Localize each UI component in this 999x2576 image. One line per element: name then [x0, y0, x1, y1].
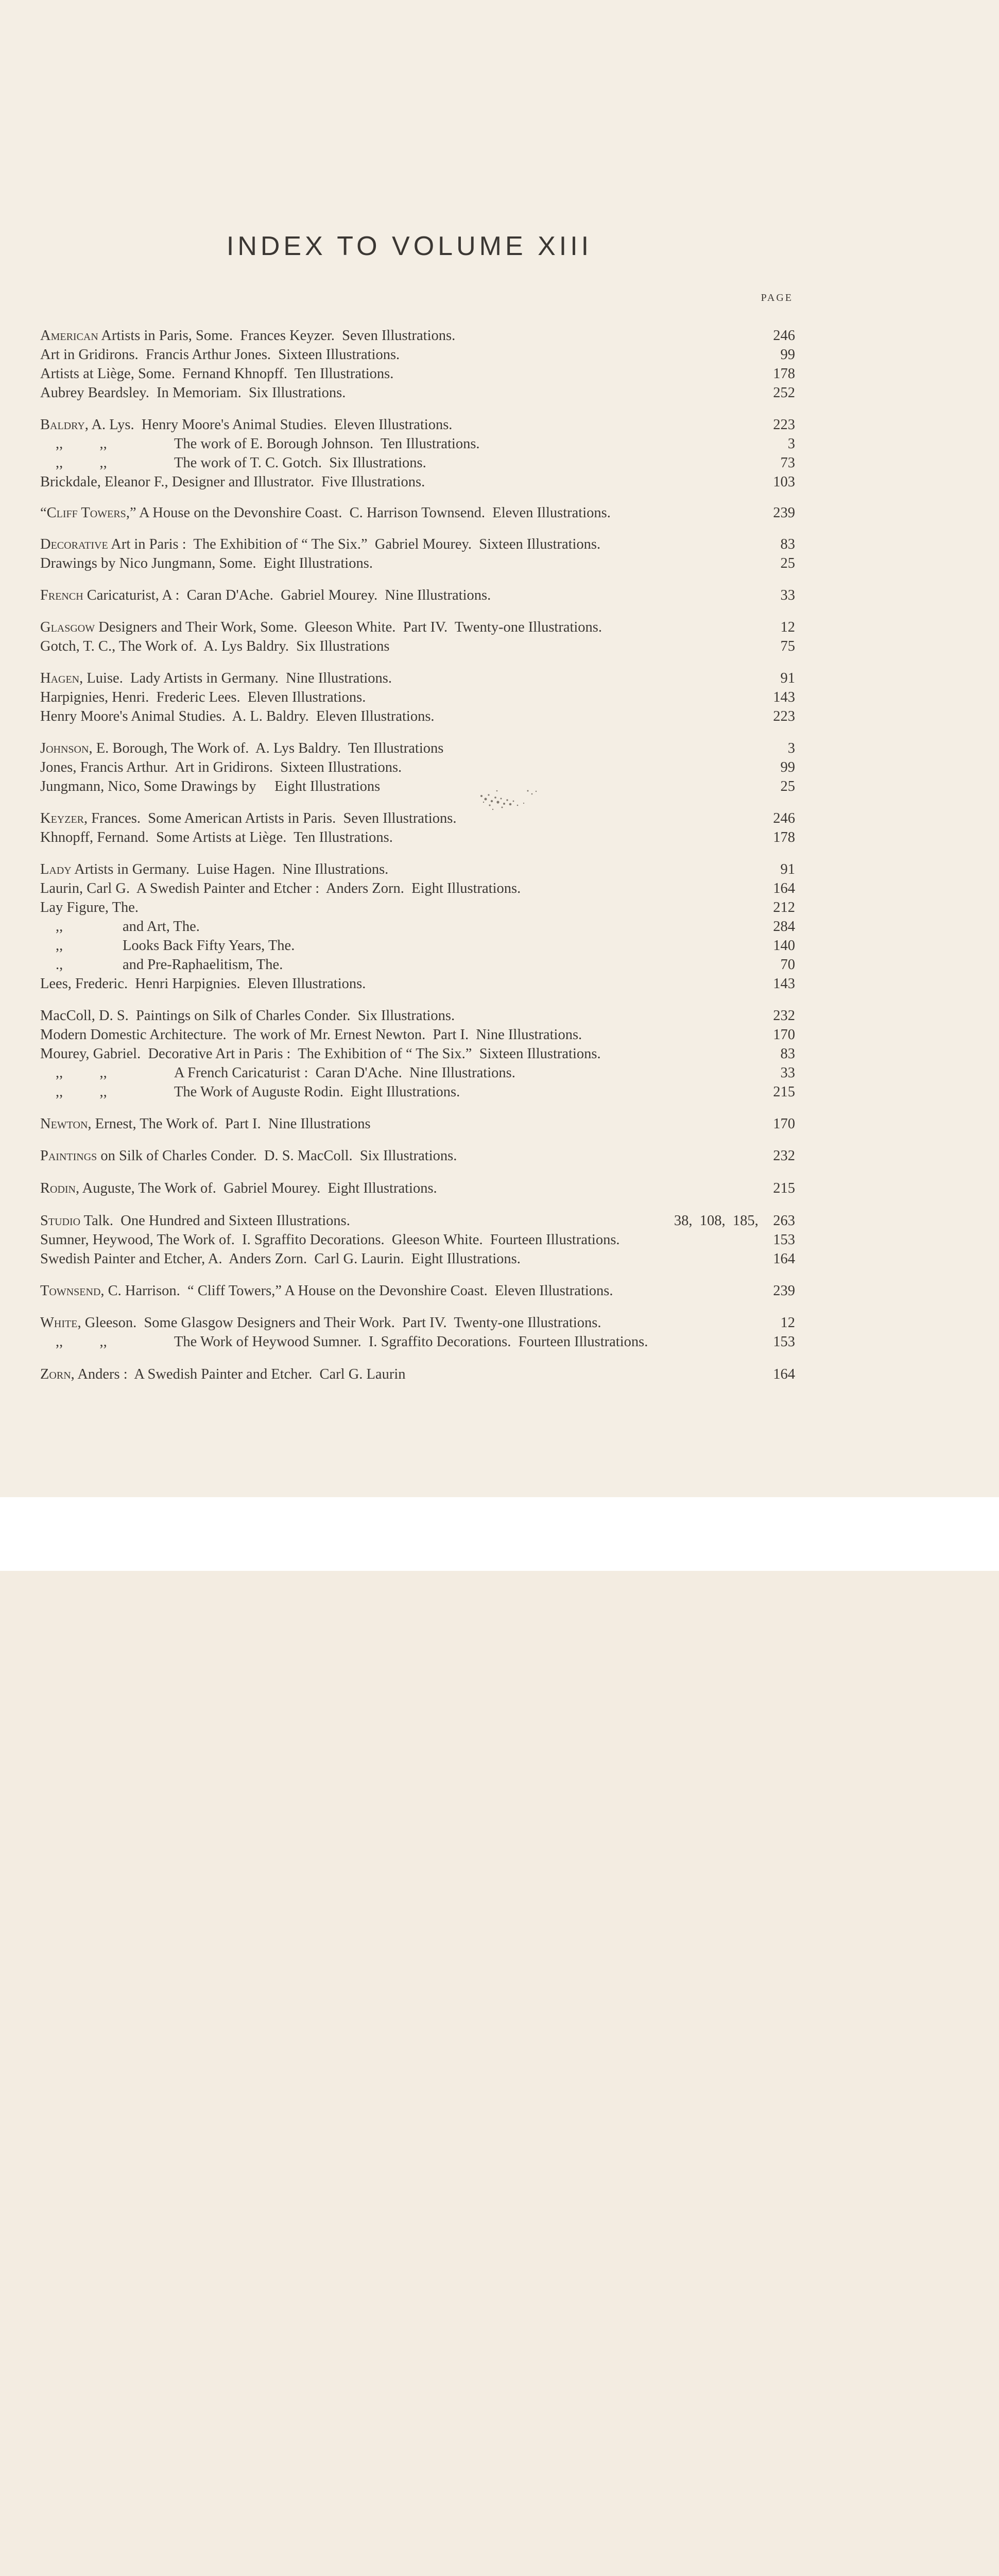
- entry-text: [40, 859, 388, 880]
- entry-page-number: 12: [780, 1315, 795, 1331]
- entry-page-number: 99: [780, 347, 795, 363]
- entry-page-number: 73: [780, 455, 795, 471]
- index-entry: [40, 1114, 795, 1134]
- entry-title: , C. Harrison. “ Cliff Towers,” A House on the Devonshire Coast. Eleven Illustrations.: [100, 1283, 613, 1299]
- entry-text: [40, 1230, 620, 1250]
- entry-title: ,” A House on the Devonshire Coast. C. Harrison Townsend. Eleven Illustrations.: [126, 505, 611, 521]
- entry-text: [40, 383, 346, 403]
- entry-text: [40, 936, 295, 956]
- entry-lead: Keyzer: [40, 810, 84, 826]
- entry-lead: Decorative: [40, 536, 108, 552]
- index-entry: [40, 617, 795, 638]
- index-entry: [40, 917, 795, 937]
- index-entry: [40, 757, 795, 778]
- entry-lead: Hagen: [40, 670, 80, 686]
- entry-page-number: 91: [780, 670, 795, 686]
- entry-text: [40, 534, 600, 555]
- entry-title: Harpignies, Henri. Frederic Lees. Eleven Illustrations.: [40, 689, 366, 705]
- index-entry: [40, 1178, 795, 1199]
- entry-page-number: 232: [773, 1008, 795, 1024]
- index-entry: [40, 434, 795, 454]
- ditto-mark: ,,: [56, 938, 63, 954]
- index-entry: [40, 585, 795, 606]
- entry-page-number: 223: [773, 417, 795, 433]
- entry-page-number: 103: [773, 474, 795, 490]
- entry-page-number: 239: [773, 1283, 795, 1299]
- entry-page-number: 170: [773, 1027, 795, 1043]
- entry-page-number: 12: [780, 619, 795, 635]
- entry-title: The Work of Auguste Rodin. Eight Illustrations.: [174, 1084, 460, 1100]
- entry-page-number: 3: [787, 740, 795, 756]
- entry-text: [40, 1082, 460, 1103]
- index-entry: [40, 668, 795, 689]
- entry-text: [40, 687, 366, 708]
- entry-lead: Newton: [40, 1116, 88, 1132]
- entry-title: Jungmann, Nico, Some Drawings by Eight Illustrations: [40, 778, 381, 794]
- entry-lead: Studio: [40, 1213, 81, 1229]
- entry-lead: Lady: [40, 861, 72, 877]
- entry-page-number: 83: [780, 1046, 795, 1062]
- index-entry: [40, 503, 795, 523]
- index-entry: [40, 326, 795, 346]
- entry-lead: Baldry: [40, 417, 85, 433]
- entry-text: [40, 453, 426, 473]
- entry-title: MacColl, D. S. Paintings on Silk of Charles Conder. Six Illustrations.: [40, 1008, 455, 1024]
- entry-text: [40, 585, 491, 606]
- entry-title: Mourey, Gabriel. Decorative Art in Paris : The Exhibition of “ The Six.” Sixteen Illustrations.: [40, 1046, 601, 1062]
- entry-text: [40, 1249, 521, 1269]
- index-entry: [40, 827, 795, 848]
- index-entry: [40, 974, 795, 994]
- entry-page-number: 3: [787, 436, 795, 452]
- ditto-mark: .,: [56, 957, 63, 973]
- entry-title: Artists at Liège, Some. Fernand Khnopff. Ten Illustrations.: [40, 366, 394, 382]
- entry-text: [40, 503, 611, 523]
- index-entry: [40, 1146, 795, 1166]
- entry-text: [40, 974, 366, 994]
- entry-text: [40, 1364, 406, 1385]
- entry-title: Caricaturist, A : Caran D'Ache. Gabriel Mourey. Nine Illustrations.: [83, 587, 491, 603]
- ditto-mark: ,, ,,: [56, 1084, 107, 1100]
- index-entry: [40, 1332, 795, 1352]
- index-entry: [40, 534, 795, 555]
- entry-page-number: 284: [773, 919, 795, 935]
- index-entry: [40, 687, 795, 708]
- entry-text: [40, 955, 283, 975]
- entry-title: , Frances. Some American Artists in Paris. Seven Illustrations.: [84, 810, 457, 826]
- entry-page-number: 170: [773, 1116, 795, 1132]
- entry-text: [40, 415, 452, 435]
- entry-title: Looks Back Fifty Years, The.: [123, 938, 295, 954]
- entry-title: , E. Borough, The Work of. A. Lys Baldry. Ten Illustrations: [89, 740, 444, 756]
- index-entry: [40, 897, 795, 918]
- entry-title: Art in Paris : The Exhibition of “ The Six.” Gabriel Mourey. Sixteen Illustrations.: [108, 536, 601, 552]
- entry-text: [40, 808, 457, 829]
- entry-page-number: 212: [773, 900, 795, 916]
- entry-lead: Paintings: [40, 1148, 97, 1164]
- index-entry: [40, 1211, 795, 1231]
- entry-title: Artists in Paris, Some. Frances Keyzer. Seven Illustrations.: [98, 328, 456, 344]
- entry-text: [40, 917, 200, 937]
- entry-title: The work of E. Borough Johnson. Ten Illustrations.: [174, 436, 480, 452]
- index-entry: [40, 1313, 795, 1333]
- entry-lead: “Cliff Towers: [40, 505, 126, 521]
- ditto-mark: ,,: [56, 919, 63, 935]
- entry-title: Designers and Their Work, Some. Gleeson White. Part IV. Twenty-one Illustrations.: [95, 619, 602, 635]
- entry-text: [40, 1146, 457, 1166]
- entry-text: [40, 878, 521, 899]
- ditto-mark: ,, ,,: [56, 436, 107, 452]
- ditto-mark: ,, ,,: [56, 455, 107, 471]
- entry-lead: Zorn: [40, 1366, 71, 1382]
- entry-title: Brickdale, Eleanor F., Designer and Illustrator. Five Illustrations.: [40, 474, 425, 490]
- index-entry: [40, 738, 795, 759]
- index-entry: [40, 878, 795, 899]
- entry-text: [40, 345, 400, 365]
- entry-text: [40, 364, 393, 384]
- entry-text: [40, 1044, 601, 1064]
- index-entry: [40, 1044, 795, 1064]
- index-entry: [40, 936, 795, 956]
- entry-lead: Townsend: [40, 1283, 101, 1299]
- entry-text: [40, 617, 602, 638]
- entry-text: [40, 1114, 371, 1134]
- entry-title: Lees, Frederic. Henri Harpignies. Eleven Illustrations.: [40, 976, 366, 992]
- entry-title: , A. Lys. Henry Moore's Animal Studies. Eleven Illustrations.: [84, 417, 453, 433]
- entry-page-number: 91: [780, 861, 795, 877]
- entry-page-number: 25: [780, 555, 795, 571]
- entry-lead: French: [40, 587, 83, 603]
- entry-page-number: 252: [773, 385, 795, 401]
- entry-text: [40, 668, 392, 689]
- entry-page-number: 223: [773, 708, 795, 724]
- index-entry: [40, 955, 795, 975]
- entry-lead: Glasgow: [40, 619, 95, 635]
- entry-title: A French Caricaturist : Caran D'Ache. Nine Illustrations.: [174, 1065, 515, 1081]
- entry-title: and Art, The.: [123, 919, 200, 935]
- entry-text: [40, 827, 393, 848]
- entry-text: [40, 738, 443, 759]
- entry-title: The work of T. C. Gotch. Six Illustrations.: [174, 455, 426, 471]
- entry-page-number: 143: [773, 689, 795, 705]
- entry-title: Jones, Francis Arthur. Art in Gridirons. Sixteen Illustrations.: [40, 759, 402, 775]
- entry-page-number: 75: [780, 638, 795, 654]
- entry-title: The Work of Heywood Sumner. I. Sgraffito Decorations. Fourteen Illustrations.: [174, 1334, 648, 1350]
- entry-page-number: 215: [773, 1084, 795, 1100]
- entry-title: , Luise. Lady Artists in Germany. Nine Illustrations.: [79, 670, 392, 686]
- index-entry: [40, 1082, 795, 1103]
- entry-text: [40, 1063, 515, 1083]
- entry-page-number: 99: [780, 759, 795, 775]
- index-entry: [40, 1006, 795, 1026]
- entry-page-number: 140: [773, 938, 795, 954]
- entry-page-number: 33: [780, 1065, 795, 1081]
- index-entry: [40, 1063, 795, 1083]
- entry-page-number: 70: [780, 957, 795, 973]
- entry-page-number: 164: [773, 1366, 795, 1382]
- index-entry: [40, 383, 795, 403]
- index-entry: [40, 453, 795, 473]
- entry-page-number: 153: [773, 1232, 795, 1248]
- index-entry: [40, 859, 795, 880]
- index-entry: [40, 553, 795, 574]
- entry-title: Sumner, Heywood, The Work of. I. Sgraffito Decorations. Gleeson White. Fourteen Illustrations.: [40, 1232, 620, 1248]
- entry-page-number: 164: [773, 1251, 795, 1267]
- entry-text: [40, 472, 425, 493]
- entry-title: Gotch, T. C., The Work of. A. Lys Baldry. Six Illustrations: [40, 638, 390, 654]
- index-entry: [40, 1281, 795, 1301]
- entry-text: [40, 326, 455, 346]
- entry-text: [40, 636, 390, 657]
- page-column-label: PAGE: [761, 292, 793, 303]
- entry-text: [40, 434, 480, 454]
- entry-title: Art in Gridirons. Francis Arthur Jones. Sixteen Illustrations.: [40, 347, 400, 363]
- entry-text: [40, 553, 373, 574]
- index-entry: [40, 706, 795, 727]
- entry-text: [40, 1211, 350, 1231]
- entry-page-number: 25: [780, 778, 795, 794]
- entry-text: [40, 1332, 648, 1352]
- entry-page-number: 33: [780, 587, 795, 603]
- entry-title: Lay Figure, The.: [40, 900, 139, 916]
- entry-title: Khnopff, Fernand. Some Artists at Liège. Ten Illustrations.: [40, 829, 393, 845]
- index-entry: [40, 1364, 795, 1385]
- index-entry: [40, 1230, 795, 1250]
- entry-text: [40, 1281, 613, 1301]
- entry-title: Henry Moore's Animal Studies. A. L. Baldry. Eleven Illustrations.: [40, 708, 435, 724]
- ditto-mark: ,, ,,: [56, 1065, 107, 1081]
- index-entry: [40, 345, 795, 365]
- index-entry: [40, 636, 795, 657]
- entry-title: Artists in Germany. Luise Hagen. Nine Illustrations.: [71, 861, 389, 877]
- ink-stain: [466, 775, 548, 819]
- entry-title: Aubrey Beardsley. In Memoriam. Six Illustrations.: [40, 385, 346, 401]
- page-title: INDEX TO VOLUME XIII: [226, 231, 593, 261]
- entry-title: and Pre-Raphaelitism, The.: [123, 957, 283, 973]
- entry-text: [40, 1178, 437, 1199]
- entry-title: Laurin, Carl G. A Swedish Painter and Etcher : Anders Zorn. Eight Illustrations.: [40, 880, 521, 896]
- entry-title: Talk. One Hundred and Sixteen Illustrations.: [80, 1213, 350, 1229]
- index-entry: [40, 808, 795, 829]
- entry-text: [40, 706, 435, 727]
- entry-text: [40, 757, 402, 778]
- entry-page-number: 178: [773, 366, 795, 382]
- entry-page-number: 143: [773, 976, 795, 992]
- entry-page-number: 153: [773, 1334, 795, 1350]
- entry-text: [40, 1025, 582, 1045]
- index-entry: [40, 415, 795, 435]
- entry-lead: American: [40, 328, 98, 344]
- entry-page-number: 178: [773, 829, 795, 845]
- entry-title: , Auguste, The Work of. Gabriel Mourey. Eight Illustrations.: [76, 1180, 437, 1196]
- entry-text: [40, 1313, 601, 1333]
- entry-title: Swedish Painter and Etcher, A. Anders Zorn. Carl G. Laurin. Eight Illustrations.: [40, 1251, 521, 1267]
- entry-lead: Rodin: [40, 1180, 76, 1196]
- entry-text: [40, 776, 380, 797]
- entry-page-number: 215: [773, 1180, 795, 1196]
- index-entry: [40, 472, 795, 493]
- entry-lead: White: [40, 1315, 78, 1331]
- index-entry: [40, 1025, 795, 1045]
- entry-page-number: 239: [773, 505, 795, 521]
- entry-title: on Silk of Charles Conder. D. S. MacColl. Six Illustrations.: [97, 1148, 457, 1164]
- digitization-footer: [0, 1497, 999, 1571]
- entry-page-number: 83: [780, 536, 795, 552]
- entry-title: Modern Domestic Architecture. The work of Mr. Ernest Newton. Part I. Nine Illustrations.: [40, 1027, 582, 1043]
- entry-page-number: 246: [773, 328, 795, 344]
- index-entry: [40, 776, 795, 797]
- index-entry: [40, 1249, 795, 1269]
- entry-page-number: 246: [773, 810, 795, 826]
- entry-text: [40, 1006, 455, 1026]
- entry-page-number: 38, 108, 185, 263: [674, 1213, 795, 1229]
- entry-title: , Ernest, The Work of. Part I. Nine Illustrations: [88, 1116, 371, 1132]
- ditto-mark: ,, ,,: [56, 1334, 107, 1350]
- entry-title: , Gleeson. Some Glasgow Designers and Their Work. Part IV. Twenty-one Illustrations.: [77, 1315, 601, 1331]
- entry-page-number: 164: [773, 880, 795, 896]
- entry-title: Drawings by Nico Jungmann, Some. Eight Illustrations.: [40, 555, 373, 571]
- entry-text: [40, 897, 139, 918]
- entry-title: , Anders : A Swedish Painter and Etcher. Carl G. Laurin: [71, 1366, 406, 1382]
- entry-page-number: 232: [773, 1148, 795, 1164]
- index-entry: [40, 364, 795, 384]
- entry-lead: Johnson: [40, 740, 89, 756]
